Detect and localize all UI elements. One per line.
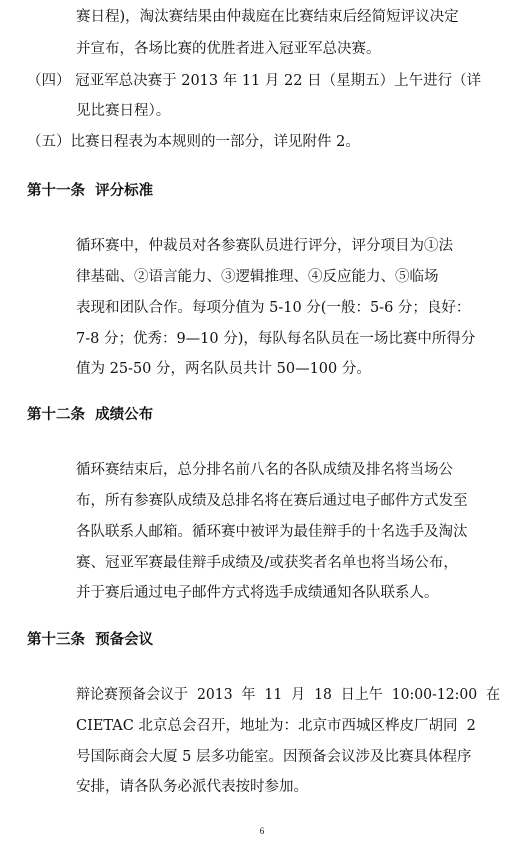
paragraph-line: 布，所有参赛队成绩及总排名将在赛后通过电子邮件方式发至 [76, 493, 468, 509]
paragraph-line: 号国际商会大厦 5 层多功能室。因预备会议涉及比赛具体程序 [76, 749, 472, 765]
list-item-5: （五）比赛日程表为本规则的一部分，详见附件 2。 [27, 134, 360, 150]
paragraph-line: 并宣布，各场比赛的优胜者进入冠亚军总决赛。 [76, 41, 381, 57]
paragraph-line: 赛日程)，淘汰赛结果由仲裁庭在比赛结束后经简短评议决定 [76, 9, 459, 25]
paragraph-line: 表现和团队合作。每项分值为 5-10 分(一般：5-6 分；良好： [76, 300, 471, 316]
paragraph-line: 值为 25-50 分，两名队员共计 50—100 分。 [76, 361, 371, 377]
list-item-4: （四） 冠亚军总决赛于 2013 年 11 月 22 日（星期五）上午进行（详 [27, 73, 482, 89]
paragraph-line: 辩论赛预备会议于 2013 年 11 月 18 日上午 10:00-12:00 在 [76, 687, 501, 703]
article-12-heading: 第十二条 成绩公布 [27, 407, 154, 423]
paragraph-line: 各队联系人邮箱。循环赛中被评为最佳辩手的十名选手及淘汰 [76, 524, 468, 540]
page-number: 6 [259, 826, 265, 836]
paragraph-line: 安排，请各队务必派代表按时参加。 [76, 779, 308, 795]
paragraph-line: 循环赛中，仲裁员对各参赛队员进行评分，评分项目为①法 [76, 238, 453, 254]
paragraph-line: 赛、冠亚军赛最佳辩手成绩及/或获奖者名单也将当场公布， [76, 555, 458, 571]
paragraph-line: 7-8 分；优秀：9—10 分)，每队每名队员在一场比赛中所得分 [76, 331, 476, 347]
paragraph-line: 循环赛结束后，总分排名前八名的各队成绩及排名将当场公 [76, 462, 453, 478]
list-item-4-continued: 见比赛日程）。 [76, 103, 171, 119]
paragraph-line: 律基础、②语言能力、③逻辑推理、④反应能力、⑤临场 [76, 269, 439, 285]
article-13-heading: 第十三条 预备会议 [27, 632, 154, 648]
article-11-heading: 第十一条 评分标准 [27, 183, 154, 199]
paragraph-line: CIETAC 北京总会召开，地址为：北京市西城区桦皮厂胡同 2 [76, 718, 476, 734]
paragraph-line: 并于赛后通过电子邮件方式将选手成绩通知各队联系人。 [76, 585, 439, 601]
